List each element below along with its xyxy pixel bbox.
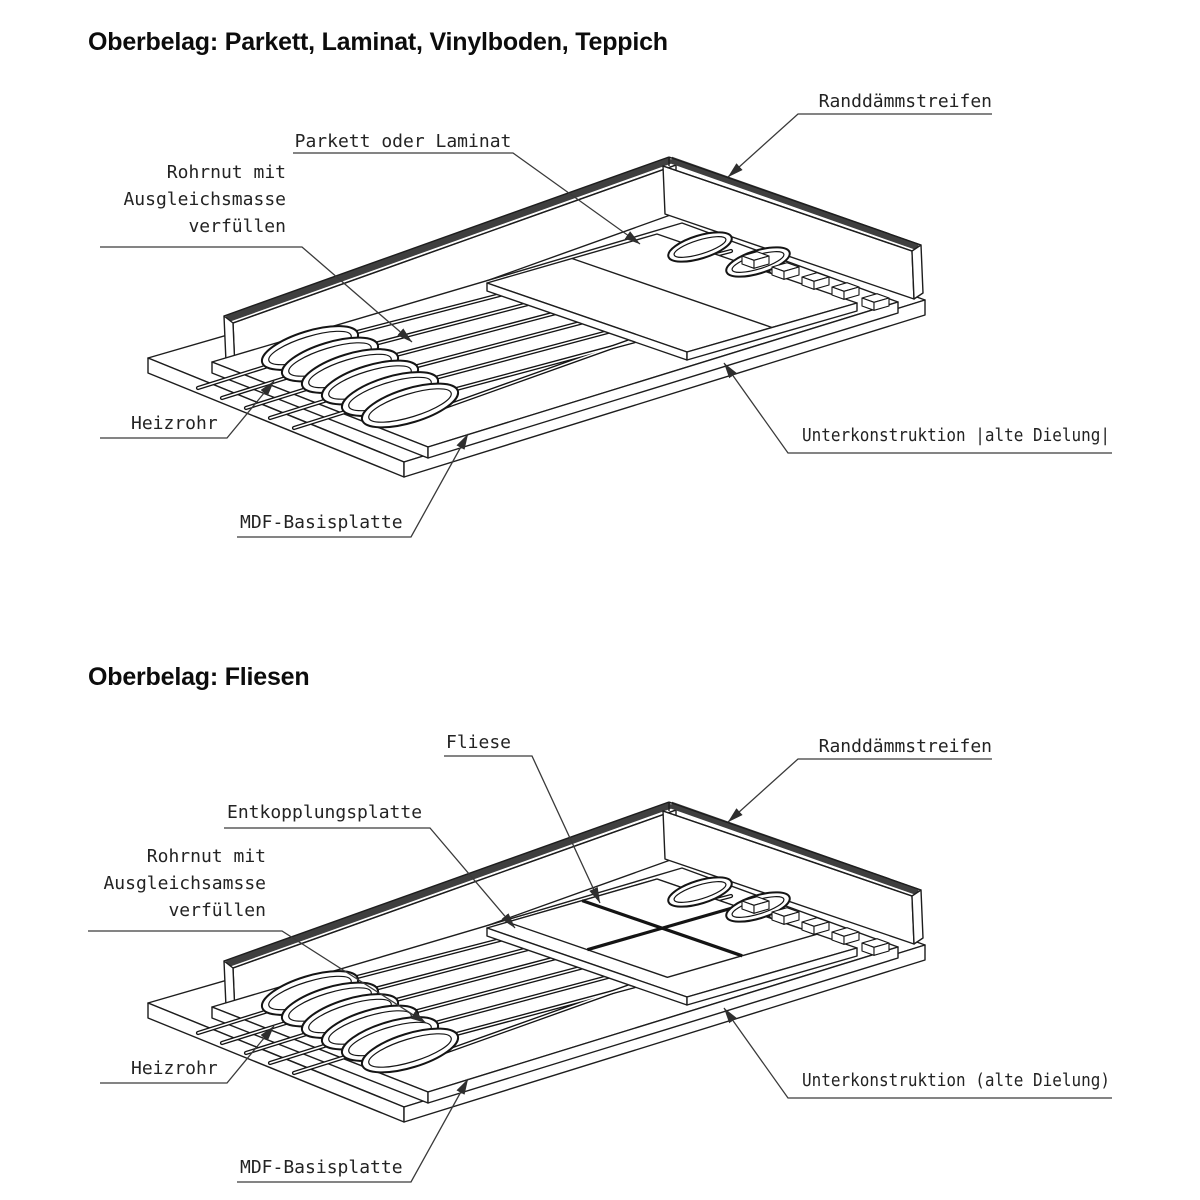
label-randdaemmstreifen: Randdämmstreifen [818, 736, 992, 757]
diagram-fliesen [40, 720, 1160, 1200]
label-rohrnut-line3: verfüllen [188, 216, 286, 237]
label-rohrnut-line2: Ausgleichsamsse [103, 873, 266, 894]
label-mdf-basisplatte: MDF-Basisplatte [240, 512, 403, 533]
label-rohrnut-line3: verfüllen [168, 900, 266, 921]
leader-randdaemmstreifen [728, 114, 992, 177]
label-rohrnut-line2: Ausgleichsmasse [123, 189, 286, 210]
diagram-parkett [40, 75, 1160, 590]
label-heizrohr: Heizrohr [131, 413, 218, 434]
label-fliese: Fliese [446, 732, 512, 753]
label-parkett-oder-laminat: Parkett oder Laminat [294, 131, 512, 152]
label-unterkonstruktion: Unterkonstruktion |alte Dielung| [802, 425, 1110, 446]
label-entkopplungsplatte: Entkopplungsplatte [227, 802, 423, 823]
label-rohrnut-line1: Rohrnut mit [166, 162, 286, 183]
label-heizrohr: Heizrohr [131, 1058, 218, 1079]
leader-randdaemmstreifen [728, 759, 992, 822]
section-title-parkett: Oberbelag: Parkett, Laminat, Vinylboden, Teppich [88, 28, 668, 56]
label-rohrnut-line1: Rohrnut mit [146, 846, 266, 867]
label-randdaemmstreifen: Randdämmstreifen [818, 91, 992, 112]
label-mdf-basisplatte: MDF-Basisplatte [240, 1157, 403, 1178]
section-title-fliesen: Oberbelag: Fliesen [88, 663, 310, 691]
label-unterkonstruktion: Unterkonstruktion (alte Dielung) [802, 1070, 1110, 1091]
